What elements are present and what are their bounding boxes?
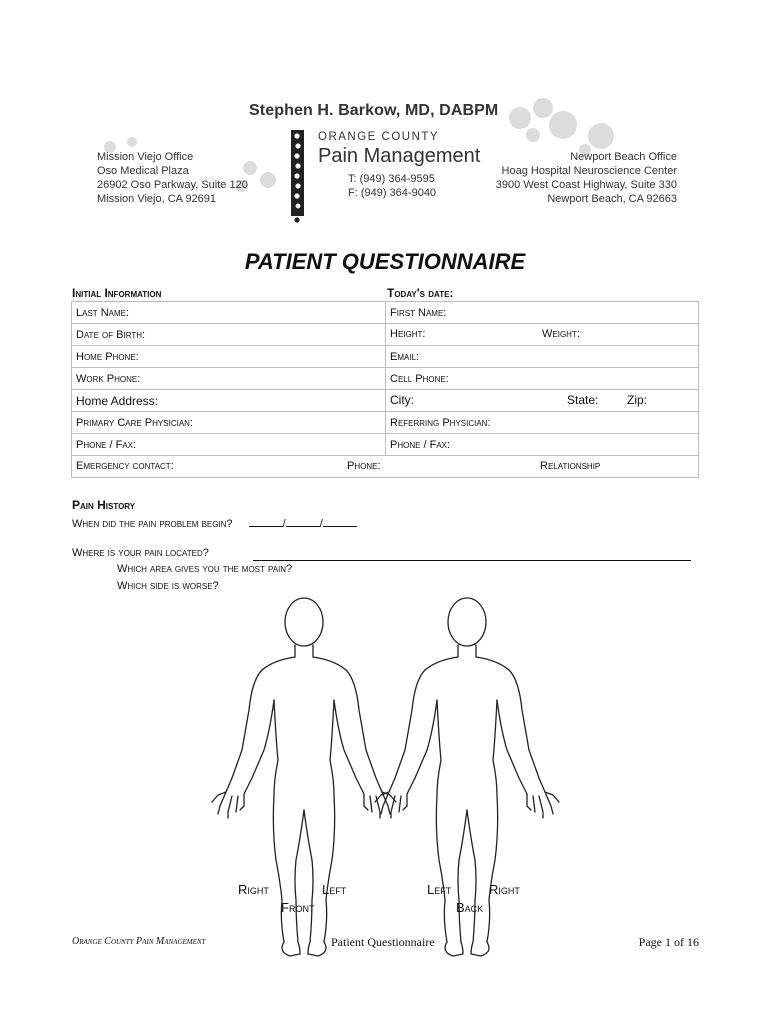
emergency-contact-field[interactable]: Emergency contact:: [76, 460, 174, 472]
org-name: Pain Management: [318, 145, 481, 167]
city-field[interactable]: City:: [390, 393, 414, 407]
pcp-phone-fax-field[interactable]: Phone / Fax:: [72, 434, 386, 456]
most-pain-area-question: Which area gives you the most pain?: [117, 563, 293, 575]
home-phone-field[interactable]: Home Phone:: [72, 346, 386, 368]
pain-begin-label: When did the pain problem begin?: [72, 518, 233, 530]
first-name-field[interactable]: First Name:: [386, 302, 699, 324]
front-left-label: Left: [322, 882, 347, 897]
height-field[interactable]: Height:: [390, 328, 426, 340]
todays-date-label: Today's date:: [387, 286, 454, 300]
state-field[interactable]: State:: [567, 393, 599, 407]
email-field[interactable]: Email:: [386, 346, 699, 368]
referring-phone-fax-field[interactable]: Phone / Fax:: [386, 434, 699, 456]
footer-document-name: Patient Questionnaire: [331, 935, 435, 949]
date-separator: /: [282, 518, 286, 530]
office-line: Mission Viejo, CA 92691: [97, 193, 217, 205]
zip-field[interactable]: Zip:: [627, 393, 648, 407]
referring-physician-field[interactable]: Referring Physician:: [386, 412, 699, 434]
section-heading-pain-history: Pain History: [72, 498, 136, 512]
front-right-label: Right: [238, 882, 269, 897]
back-label: Back: [456, 900, 484, 915]
section-heading-initial-information: Initial Information: [72, 286, 162, 300]
work-phone-field[interactable]: Work Phone:: [72, 368, 386, 390]
office-line: 3900 West Coast Highway, Suite 330: [495, 179, 677, 191]
front-label: Front: [281, 900, 315, 915]
office-line: Mission Viejo Office: [97, 151, 194, 163]
office-line: Hoag Hospital Neuroscience Center: [501, 165, 677, 177]
back-left-label: Left: [427, 882, 452, 897]
primary-care-physician-field[interactable]: Primary Care Physician:: [72, 412, 386, 434]
fax-number: F: (949) 364-9040: [348, 187, 437, 199]
office-line: Newport Beach Office: [570, 151, 677, 163]
date-separator: /: [319, 518, 323, 530]
office-line: Newport Beach, CA 92663: [547, 193, 677, 205]
cell-phone-field[interactable]: Cell Phone:: [386, 368, 699, 390]
doctor-name: Stephen H. Barkow, MD, DABPM: [249, 102, 499, 119]
back-right-label: Right: [489, 882, 520, 897]
emergency-phone-field[interactable]: Phone:: [347, 460, 381, 472]
org-name-small: ORANGE COUNTY: [318, 131, 440, 143]
footer-org: Orange County Pain Management: [72, 936, 206, 947]
office-line: 26902 Oso Parkway, Suite 120: [97, 179, 248, 191]
relationship-field[interactable]: Relationship: [540, 460, 601, 472]
office-line: Oso Medical Plaza: [97, 165, 189, 177]
date-of-birth-field[interactable]: Date of Birth:: [72, 324, 386, 346]
last-name-field[interactable]: Last Name:: [72, 302, 386, 324]
home-address-field[interactable]: Home Address:: [72, 390, 386, 412]
worse-side-question: Which side is worse?: [117, 580, 219, 592]
page-title: PATIENT QUESTIONNAIRE: [244, 249, 526, 274]
weight-field[interactable]: Weight:: [542, 328, 580, 340]
pain-location-label: Where is your pain located?: [72, 547, 209, 559]
phone-number: T: (949) 364-9595: [348, 173, 435, 185]
page-number: Page 1 of 16: [638, 935, 699, 949]
